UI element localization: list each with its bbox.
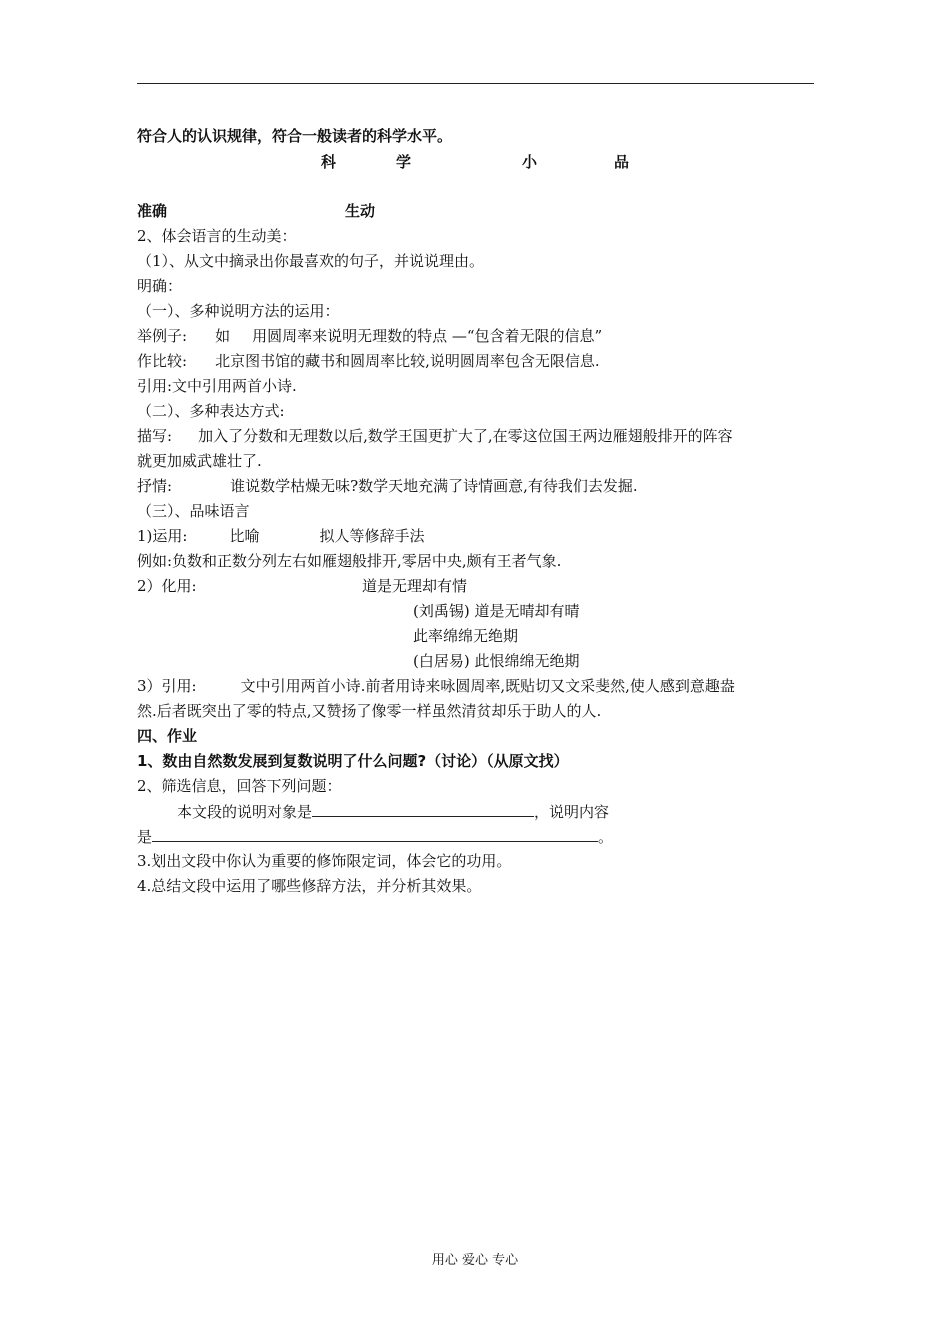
example-line — [137, 326, 602, 346]
vivid-label: 生动 — [345, 202, 376, 220]
content-blank[interactable] — [152, 826, 598, 842]
homework-2-content-line — [137, 826, 613, 847]
header-rule — [137, 83, 814, 84]
homework-4: 4.总结文段中运用了哪些修辞方法，并分析其效果。 — [137, 877, 482, 895]
usage-metaphor: 比喻 — [229, 527, 260, 545]
lyric-line — [137, 476, 638, 496]
quote-line: 引用:文中引用两首小诗. — [137, 377, 297, 395]
subsection-3: （三）、品味语言 — [137, 502, 250, 520]
object-prompt: 本文段的说明对象是 — [177, 803, 313, 821]
lyric-text: 谁说数学枯燥无味?数学天地充满了诗情画意,有待我们去发掘. — [230, 477, 638, 495]
adapt-line-1: 道是无理却有情 — [362, 577, 468, 595]
section-2-heading: 2、体会语言的生动美： — [137, 227, 297, 245]
cite-line — [137, 676, 735, 696]
homework-2: 2、筛选信息，回答下列问题： — [137, 777, 342, 795]
genre-heading — [0, 152, 950, 172]
compare-line — [137, 351, 600, 371]
genre-char-2: 学 — [396, 153, 412, 171]
genre-char-4: 品 — [614, 153, 630, 171]
example-label: 举例子: — [137, 327, 188, 345]
homework-heading: 四、作业 — [137, 727, 198, 745]
content-end: 。 — [598, 828, 614, 846]
adapt-line-4: (白居易) 此恨绵绵无绝期 — [413, 652, 580, 670]
lyric-label: 抒情: — [137, 477, 173, 495]
accurate-label: 准确 — [137, 202, 168, 220]
usage-personify: 拟人等修辞手法 — [319, 527, 425, 545]
genre-char-1: 科 — [321, 153, 337, 171]
usage-line — [137, 526, 424, 546]
adapt-label: 2）化用: — [137, 577, 197, 595]
adapt-line-2: (刘禹锡) 道是无晴却有晴 — [413, 602, 580, 620]
cite-text: 文中引用两首小诗.前者用诗来咏圆周率,既贴切又文采斐然,使人感到意趣盎 — [240, 677, 735, 695]
usage-example: 例如:负数和正数分列左右如雁翅般排开,零居中央,颇有王者气象. — [137, 552, 562, 570]
subsection-1: （一）、多种说明方法的运用： — [137, 302, 340, 320]
describe-line-cont: 就更加威武雄壮了. — [137, 452, 262, 470]
page-footer: 用心 爱心 专心 — [431, 1253, 519, 1268]
example-text: 用圆周率来说明无理数的特点 —“包含着无限的信息” — [252, 327, 603, 345]
clarify-label: 明确： — [137, 277, 183, 295]
usage-label: 1)运用: — [137, 527, 188, 545]
compare-label: 作比较: — [137, 352, 188, 370]
homework-2-object-line — [177, 801, 609, 822]
adapt-line-3: 此率绵绵无绝期 — [413, 627, 519, 645]
content-shi: 是 — [137, 828, 153, 846]
example-ru: 如 — [215, 327, 231, 345]
genre-char-3: 小 — [522, 153, 538, 171]
compare-text: 北京图书馆的藏书和圆周率比较,说明圆周率包含无限信息. — [215, 352, 600, 370]
homework-3: 3.划出文段中你认为重要的修饰限定词，体会它的功用。 — [137, 852, 512, 870]
content-prompt: ，说明内容 — [534, 803, 610, 821]
describe-label: 描写: — [137, 427, 173, 445]
object-blank[interactable] — [312, 801, 534, 817]
cite-line-cont: 然.后者既突出了零的特点,又赞扬了像零一样虽然清贫却乐于助人的人. — [137, 702, 602, 720]
describe-line — [137, 426, 733, 446]
subsection-2: （二）、多种表达方式: — [137, 402, 285, 420]
homework-1: 1、数由自然数发展到复数说明了什么问题?（讨论）（从原文找） — [137, 752, 569, 770]
intro-line: 符合人的认识规律，符合一般读者的科学水平。 — [137, 127, 453, 145]
task-1: （1）、从文中摘录出你最喜欢的句子，并说说理由。 — [137, 252, 485, 270]
cite-label: 3）引用: — [137, 677, 197, 695]
describe-text: 加入了分数和无理数以后,数学王国更扩大了,在零这位国王两边雁翅般排开的阵容 — [198, 427, 733, 445]
